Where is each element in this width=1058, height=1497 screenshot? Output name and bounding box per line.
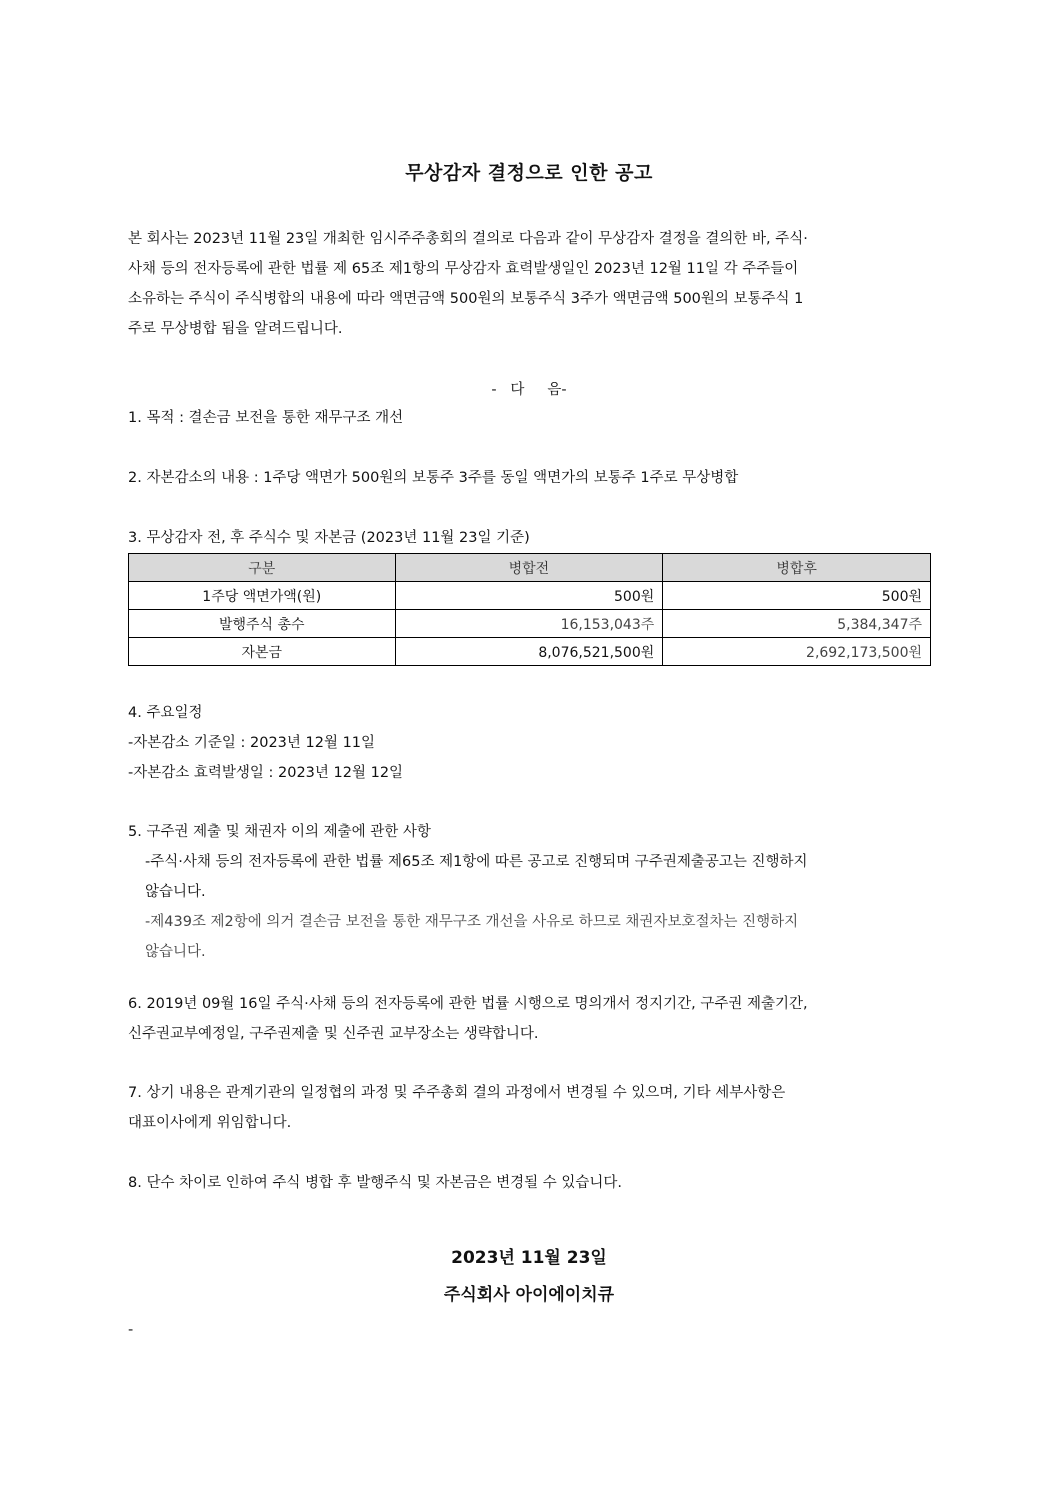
item6-line-2: 신주권교부예정일, 구주권제출 및 신주권 교부장소는 생략합니다. xyxy=(128,1026,539,1042)
row-after-value: 5,384,347주 xyxy=(663,610,931,638)
table-row xyxy=(129,638,931,666)
item5-line-3: -제439조 제2항에 의거 결손금 보전을 통한 재무구조 개선을 사유로 하므로 채권자보호절차는 진행하지 xyxy=(145,914,799,930)
item8-line: 8. 단수 차이로 인하여 주식 병합 후 발행주식 및 자본금은 변경될 수 있습니다. xyxy=(128,1175,622,1191)
row-label: 발행주식 총수 xyxy=(129,610,396,638)
table-row xyxy=(129,582,931,610)
item-content: 2. 자본감소의 내용 : 1주당 액면가 500원의 보통주 3주를 동일 액면가의 보통주 1주로 무상병합 xyxy=(128,470,739,486)
row-before-value: 16,153,043주 xyxy=(395,610,663,638)
intro-line-1: 본 회사는 2023년 11월 23일 개최한 임시주주총회의 결의로 다음과 같이 무상감자 결정을 결의한 바, 주식· xyxy=(128,231,808,247)
notice-date: 2023년 11월 23일 xyxy=(451,1248,607,1268)
table-row xyxy=(129,610,931,638)
row-after-value: 500원 xyxy=(663,582,931,610)
item7-line-1: 7. 상기 내용은 관계기관의 일정협의 과정 및 주주총회 결의 과정에서 변경될 수 있으며, 기타 세부사항은 xyxy=(128,1085,786,1101)
schedule-heading: 4. 주요일정 xyxy=(128,705,203,721)
item5-line-1: -주식·사채 등의 전자등록에 관한 법률 제65조 제1항에 따른 공고로 진행되며 구주권제출공고는 진행하지 xyxy=(145,854,808,870)
page-title: 무상감자 결정으로 인한 공고 xyxy=(405,162,653,184)
intro-line-4: 주로 무상병합 됨을 알려드립니다. xyxy=(128,321,343,337)
item5-line-2: 않습니다. xyxy=(145,884,206,900)
separator-heading: - 다 음- xyxy=(491,382,567,398)
header-category: 구분 xyxy=(129,554,396,582)
row-label: 자본금 xyxy=(129,638,396,666)
schedule-line-1: -자본감소 기준일 : 2023년 12월 11일 xyxy=(128,735,376,751)
company-name: 주식회사 아이에이치큐 xyxy=(443,1285,615,1305)
item5-line-4: 않습니다. xyxy=(145,944,206,960)
table-heading: 3. 무상감자 전, 후 주식수 및 자본금 (2023년 11월 23일 기준) xyxy=(128,530,530,546)
item7-line-2: 대표이사에게 위임합니다. xyxy=(128,1115,292,1131)
header-after: 병합후 xyxy=(663,554,931,582)
table-header-row xyxy=(129,554,931,582)
item5-heading: 5. 구주권 제출 및 채권자 이의 제출에 관한 사항 xyxy=(128,824,431,840)
schedule-line-2: -자본감소 효력발생일 : 2023년 12월 12일 xyxy=(128,765,404,781)
header-before: 병합전 xyxy=(395,554,663,582)
row-label: 1주당 액면가액(원) xyxy=(129,582,396,610)
item6-line-1: 6. 2019년 09월 16일 주식·사채 등의 전자등록에 관한 법률 시행으로 명의개서 정지기간, 구주권 제출기간, xyxy=(128,996,808,1012)
intro-line-2: 사채 등의 전자등록에 관한 법률 제 65조 제1항의 무상감자 효력발생일인 2023년 12월 11일 각 주주들이 xyxy=(128,261,799,277)
item-purpose: 1. 목적 : 결손금 보전을 통한 재무구조 개선 xyxy=(128,410,404,426)
intro-line-3: 소유하는 주식이 주식병합의 내용에 따라 액면금액 500원의 보통주식 3주가 액면금액 500원의 보통주식 1 xyxy=(128,291,804,307)
capital-table xyxy=(128,553,931,666)
row-after-value: 2,692,173,500원 xyxy=(663,638,931,666)
row-before-value: 500원 xyxy=(395,582,663,610)
row-before-value: 8,076,521,500원 xyxy=(395,638,663,666)
trailing-mark: - xyxy=(128,1322,134,1338)
